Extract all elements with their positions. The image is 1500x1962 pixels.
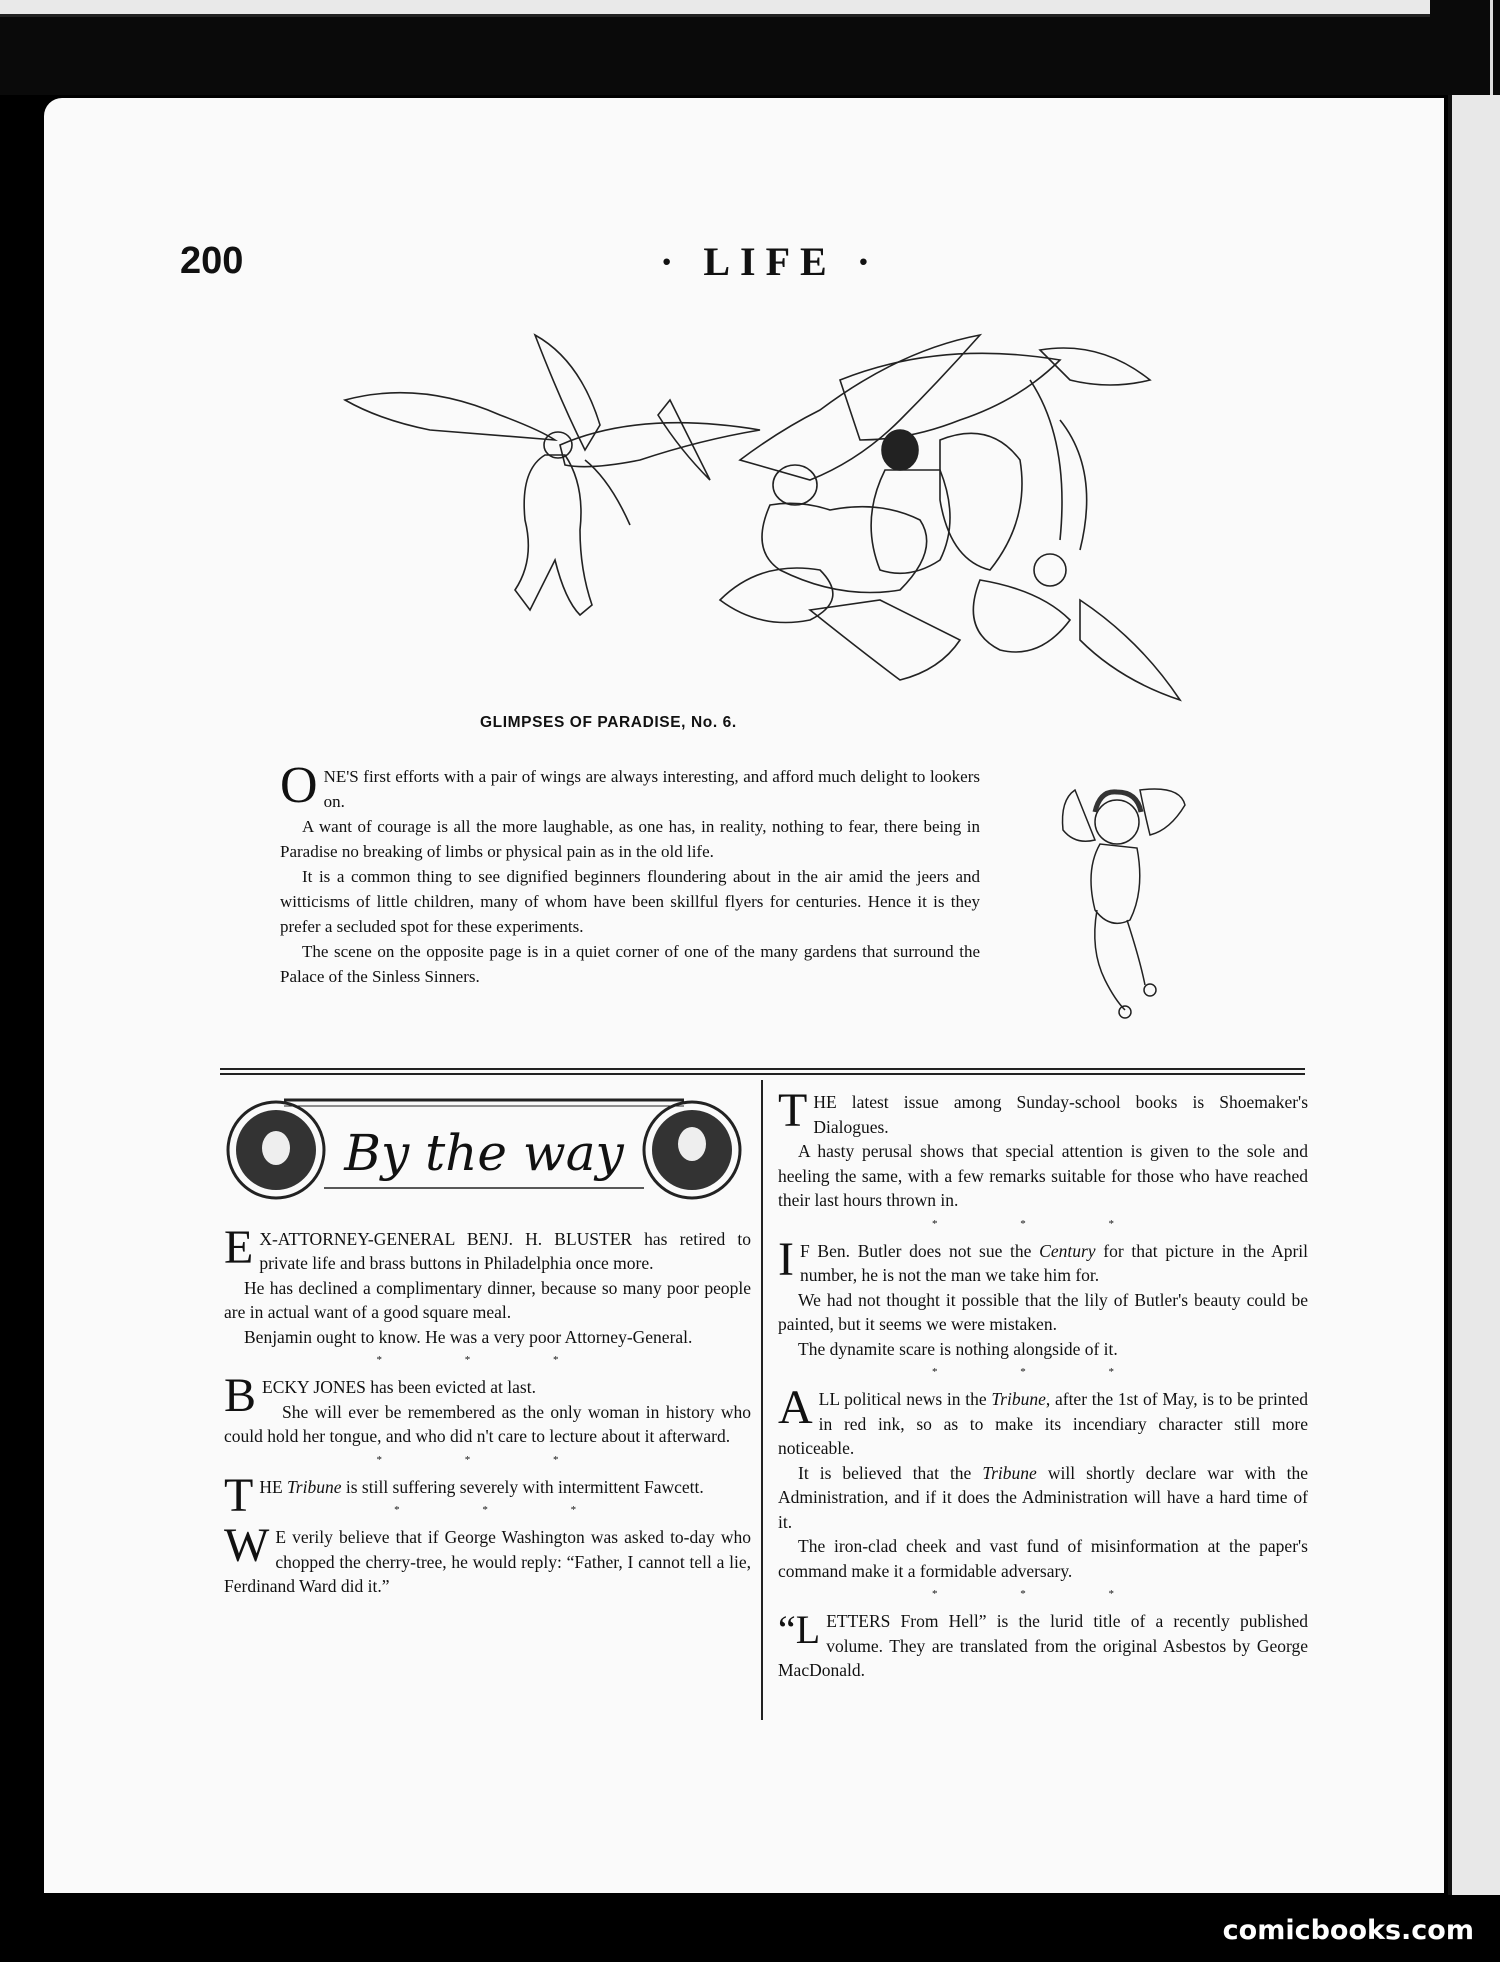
tribune-title: Tribune [991,1389,1046,1409]
section-stars: * * * [932,1366,1154,1378]
page-number: 200 [180,240,244,282]
drop-cap: O [280,757,318,814]
magazine-title: · LIFE · [660,239,881,284]
tribune-text: HE [259,1476,288,1497]
butler-text: for that picture in the April number, he is not the man we take him for. [799,1240,1309,1285]
intro-paragraph: It is a common thing to see dignified beginners floundering about in the air amid the jeers and witticisms of little children, many of whom have been skillful flyers for centuries. Hence it is they prefer a secluded spot for these experiments. [280,867,980,936]
washington-paragraph: E verily believe that if George Washington was asked to-day who chopped the cherry-tree, he would reply: “Father, I cannot tell a lie, Ferdinand Ward did it.” [224,1527,751,1596]
butler-paragraph: The dynamite scare is nothing alongside of it. [798,1338,1118,1359]
drop-cap: T [224,1468,254,1522]
right-column [778,1084,1309,1683]
drop-cap: B [224,1369,257,1422]
tribune-title: Tribune [982,1462,1037,1483]
column-divider [761,1080,763,1720]
sunday-paragraph: A hasty perusal shows that special attention is given to the sole and heeling the same, with a few remarks suitable for those who have reached their last hours thrown in. [778,1141,1308,1210]
scan-edge-sheet [0,0,1430,17]
section-divider [220,1068,1305,1070]
section-stars: * * * [932,1217,1154,1230]
becky-paragraph: ECKY JONES has been evicted at last. [262,1377,536,1397]
letters-paragraph: ETTERS From Hell” is the lurid title of a recently published volume. They are translated from the original Asbestos by George MacDonald. [778,1611,1308,1680]
watermark: comicbooks.com [1222,1915,1474,1946]
intro-paragraph: A want of courage is all the more laughable, as one has, in reality, nothing to fear, there being in Paradise no breaking of limbs or physical pain as in the old life. [280,817,980,861]
drop-cap: “L [778,1607,821,1652]
scan-edge-line [1490,0,1493,95]
butler-text: F Ben. Butler does not sue the [799,1240,1040,1261]
intro-paragraph: NE'S first efforts with a pair of wings are always interesting, and afford much delight to lookers on. [323,767,980,811]
by-the-way-banner [224,1088,744,1208]
intro-paragraph: The scene on the opposite page is in a quiet corner of one of the many gardens that surround the Palace of the Sinless Sinners. [280,942,980,986]
illustration-caption: GLIMPSES OF PARADISE, No. 6. [480,714,737,731]
section-stars: * * * [394,1504,617,1516]
becky-paragraph: She will ever be remembered as the only woman in history who could hold her tongue, and who did n't care to lecture about it afterward. [224,1401,751,1446]
sunday-paragraph: HE latest issue among Sunday-school books is Shoemaker's Dialogues. [813,1092,1308,1137]
bluster-paragraph: Benjamin ought to know. He was a very poor Attorney-General. [244,1326,693,1347]
tribune-text: is still suffering severely with intermittent Fawcett. [341,1476,704,1497]
left-column [224,1088,751,1599]
drop-cap: W [224,1519,270,1572]
drop-cap: E [224,1220,254,1274]
flying-angels-illustration [340,320,1200,720]
political-text: will shortly declare war with the Administration, and if it does the Administration will have a hard time of it. [778,1462,1308,1532]
century-title: Century [1039,1240,1096,1261]
butler-paragraph: We had not thought it possible that the lily of Butler's beauty could be painted, but it seems we were mistaken. [778,1289,1308,1334]
intro-article [280,757,980,989]
political-text: , after the 1st of May, is to be printed in red ink, so as to make its incendiary character still more noticeable. [778,1389,1308,1458]
cherub-illustration [1055,770,1190,1025]
bluster-paragraph: He has declined a complimentary dinner, because so many poor people are in actual want of a good square meal. [224,1277,751,1322]
drop-cap: A [778,1381,813,1434]
section-divider [220,1073,1305,1075]
banner-title: By the way [344,1124,624,1182]
section-stars: * * * [376,1354,599,1366]
political-paragraph: The iron-clad cheek and vast fund of misinformation at the paper's command make it a formidable adversary. [778,1536,1308,1581]
section-stars: * * * [932,1588,1154,1600]
drop-cap: T [778,1084,808,1137]
section-stars: * * * [376,1453,599,1466]
bluster-paragraph: X-ATTORNEY-GENERAL BENJ. H. BLUSTER has retired to private life and brass buttons in Philadelphia once more. [259,1228,751,1273]
drop-cap: I [778,1232,794,1286]
political-text: It is believed that the [798,1462,983,1483]
tribune-title: Tribune [287,1476,342,1497]
next-page-edge [1448,95,1500,1895]
political-text: LL political news in the [818,1389,992,1409]
